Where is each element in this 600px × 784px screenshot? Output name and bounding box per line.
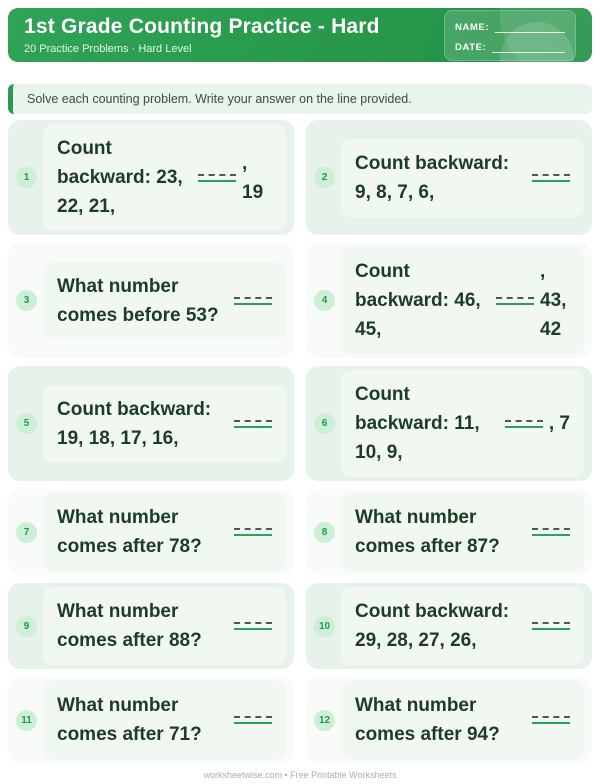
answer-blank-line [496, 297, 534, 305]
answer-area [234, 622, 272, 630]
problem-number-badge: 11 [16, 710, 37, 731]
problem-card [306, 120, 592, 235]
problem-body [341, 493, 584, 571]
problem-card [8, 677, 294, 763]
answer-area [234, 297, 272, 305]
problem-body [43, 587, 286, 665]
problem-body [341, 681, 584, 759]
page-title: 1st Grade Counting Practice - Hard [24, 15, 380, 38]
name-label: NAME: [455, 21, 490, 33]
problem-body [43, 493, 286, 571]
problem-number-badge: 9 [16, 616, 37, 637]
problem-number-badge: 5 [16, 413, 37, 434]
answer-suffix-text: , 19 [242, 152, 264, 203]
instruction-bar: Solve each counting problem. Write your answer on the line provided. [8, 84, 592, 114]
name-date-box [444, 10, 576, 61]
answer-area [198, 149, 272, 207]
answer-area [532, 528, 570, 536]
problem-number-badge: 7 [16, 522, 37, 543]
problems-grid [8, 120, 592, 763]
problem-number-badge: 6 [314, 413, 335, 434]
question-text: Count backward: 46, 45, [355, 261, 481, 340]
name-write-line [495, 22, 565, 33]
question-text: Count backward: 29, 28, 27, 26, [355, 601, 510, 651]
question-text: Count backward: 11, 10, 9, [355, 384, 480, 463]
answer-suffix-text: , 7 [548, 413, 570, 434]
answer-area [532, 716, 570, 724]
question-text: Count backward: 19, 18, 17, 16, [57, 398, 212, 449]
problem-number-badge: 2 [314, 167, 335, 188]
answer-area [234, 528, 272, 536]
header-titles [24, 15, 380, 55]
question-text: Count backward: 9, 8, 7, 6, [355, 152, 510, 203]
problem-body [43, 124, 286, 231]
answer-blank-line [234, 716, 272, 724]
question-text: What number comes after 88? [57, 601, 202, 651]
problem-card [8, 366, 294, 481]
answer-area [505, 409, 570, 438]
question-text: What number comes after 78? [57, 507, 202, 557]
problem-body [43, 262, 286, 340]
question-text: What number comes after 87? [355, 507, 500, 557]
date-label: DATE: [455, 41, 487, 53]
answer-area [234, 420, 272, 428]
problem-card [306, 677, 592, 763]
answer-area [532, 622, 570, 630]
answer-blank-line [234, 528, 272, 536]
answer-blank-line [234, 297, 272, 305]
answer-blank-line [532, 622, 570, 630]
problem-card [8, 243, 294, 358]
problem-number-badge: 8 [314, 522, 335, 543]
question-text: Count backward: 23, 22, 21, [57, 138, 183, 217]
problem-body [43, 385, 286, 463]
problem-card [306, 243, 592, 358]
answer-area [532, 174, 570, 182]
problem-body [341, 247, 584, 354]
answer-blank-line [234, 420, 272, 428]
worksheet-header [8, 8, 592, 62]
answer-blank-line [198, 174, 236, 182]
page-subtitle: 20 Practice Problems · Hard Level [24, 43, 192, 55]
answer-blank-line [532, 716, 570, 724]
date-write-line [492, 42, 565, 53]
problem-body [341, 587, 584, 665]
answer-blank-line [505, 420, 543, 428]
question-text: What number comes before 53? [57, 275, 219, 326]
answer-area [496, 257, 570, 344]
problem-number-badge: 10 [314, 616, 335, 637]
problem-number-badge: 4 [314, 290, 335, 311]
question-text: What number comes after 71? [57, 695, 202, 745]
problem-number-badge: 1 [16, 167, 37, 188]
problem-card [8, 489, 294, 575]
problem-card [8, 120, 294, 235]
answer-blank-line [532, 528, 570, 536]
problem-card [306, 583, 592, 669]
date-row [455, 38, 565, 53]
answer-blank-line [234, 622, 272, 630]
problem-body [43, 681, 286, 759]
name-row [455, 18, 565, 33]
problem-card [306, 489, 592, 575]
problem-body [341, 370, 584, 477]
problem-number-badge: 3 [16, 290, 37, 311]
problem-card [306, 366, 592, 481]
answer-area [234, 716, 272, 724]
answer-blank-line [532, 174, 570, 182]
footer-credit: worksheetwise.com • Free Printable Worksheets [203, 770, 397, 780]
problem-number-badge: 12 [314, 710, 335, 731]
answer-suffix-text: , 43, 42 [540, 261, 567, 340]
problem-card [8, 583, 294, 669]
question-text: What number comes after 94? [355, 695, 500, 745]
problem-body [341, 139, 584, 217]
